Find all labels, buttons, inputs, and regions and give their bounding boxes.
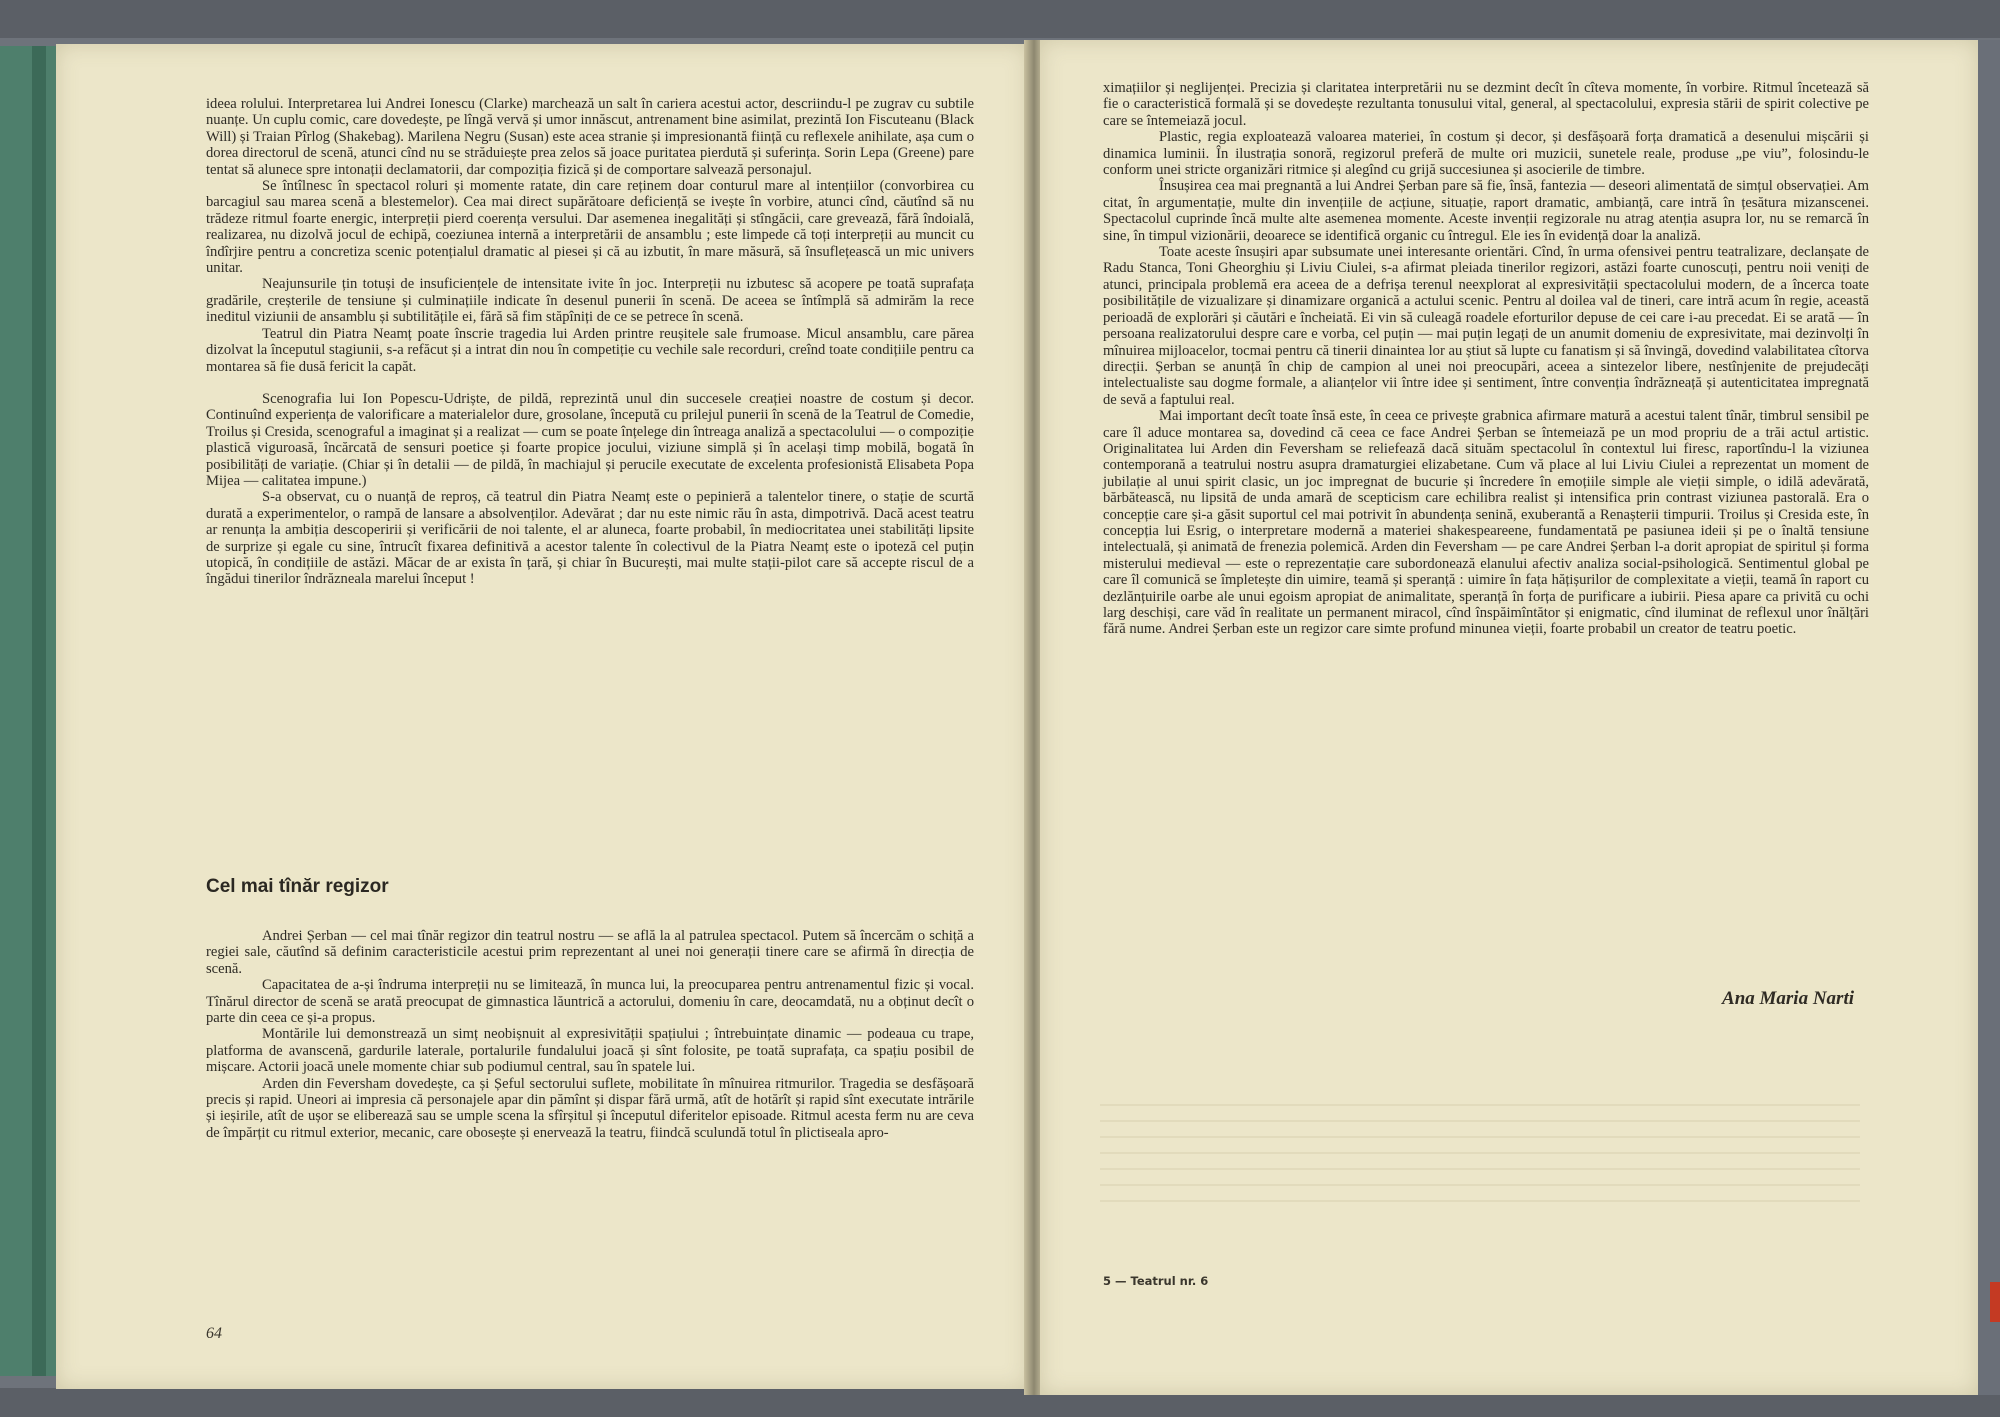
bookmark-tab: [1990, 1282, 2000, 1322]
paragraph: Arden din Feversham dovedește, ca și Șeful sectorului suflete, mobilitate în mînuirea ritmurilor. Tragedia se desfășoară precis și rapid. Uneori ai impresia că personajele apar din pămînt și dispar fără urmă, atît de hotărît și rapid sînt executate intrările și ieșirile, atît de ușor se eliberează sau se umple scena la sfîrșitul și începutul diferitelor episoade. Ritmul acesta ferm nu are ceva de împărțit cu ritmul exterior, mecanic, care obosește și enervează la teatru, fiindcă sculundă totul în plictiseala apro-: [206, 1075, 974, 1141]
left-page-body-text: [206, 96, 974, 588]
paragraph: Teatrul din Piatra Neamț poate înscrie tragedia lui Arden printre reușitele sale frumoase. Micul ansamblu, care părea dizolvat la începutul stagiunii, s-a refăcut și a intrat din nou în competiție cu vechile sale recorduri, creînd toate condițiile pentru ca montarea să fie dusă fericit la capăt.: [206, 325, 974, 375]
cover-spine-edge: [32, 46, 46, 1376]
paragraph: Andrei Șerban — cel mai tînăr regizor din teatrul nostru — se află la al patrulea spectacol. Putem să încercăm o schiță a regiei sale, căutînd să definim caracteristicile acestui prim reprezentant al unei noi generații tinere care se afirmă în direcția de scenă.: [206, 928, 974, 977]
cover-spine-green: [0, 46, 58, 1376]
right-page-body-text: [1103, 80, 1869, 638]
paragraph: Capacitatea de a-și îndruma interpreții nu se limitează, în munca lui, la preocuparea pentru antrenamentul fizic și vocal. Tînărul director de scenă se arată preocupat de gimnastica lăuntrică a actorului, domeniu în care, deocamdată, nu a obținut decît o parte din ceea ce și-a propus.: [206, 977, 974, 1027]
paragraph: Neajunsurile țin totuși de insuficiențele de intensitate ivite în joc. Interpreții nu izbutesc să acopere pe toată suprafața gradările, creșterile de tensiune și culminațiile indicate în desenul punerii în scenă. De aceea se întîmplă să admirăm la rece ineditul viziunii de ansamblu și subtilitățile ei, fără să fim stăpîniți de ce se petrece în scenă.: [206, 276, 974, 326]
page-number: 64: [206, 1325, 222, 1342]
paragraph: Însușirea cea mai pregnantă a lui Andrei Șerban pare să fie, însă, fantezia — deseori alimentată de simțul observației. Am citat, în argumentație, multe din invențiile de acțiune, situație, raport dramatic, ambianță, care intră în țesătura mizanscenei. Spectacolul cuprinde încă multe alte asemenea momente. Aceste invenții regizorale nu atrag atenția asupra lor, nu se remarcă în sine, în timpul vizionării, deoarece se identifică organic cu întregul. Ele ies în evidență doar la analiză.: [1103, 178, 1869, 244]
section-body-text: [206, 928, 974, 1141]
paragraph: Scenografia lui Ion Popescu-Udriște, de pildă, reprezintă unul din succesele creației noastre de costum și decor. Continuînd experiența de valorificare a materialelor dure, grosolane, începută cu prilejul punerii în scenă de la Teatrul de Comedie, Troilus și Cresida, scenograful a imaginat și a realizat — cum se poate înțelege din întreaga analiză a spectacolului — o compoziție plastică viguroasă, încărcată de sensuri poetice și foarte propice jocului, viziune simplă și în același timp mobilă, bogată în posibilități de variație. (Chiar și în detalii — de pildă, în machiajul și perucile executate de excelenta profesionistă Elisabeta Popa Mijea — calitatea impune.): [206, 390, 974, 489]
paragraph: Montările lui demonstrează un simț neobișnuit al expresivității spațiului ; întrebuințate dinamic — podeaua cu trape, platforma de avanscenă, gardurile laterale, portalurile fundalului joacă și sînt folosite, pe toată suprafața, ca spațiu posibil de mișcare. Actorii joacă unele momente chiar sub podiumul central, sau în spatele lui.: [206, 1026, 974, 1076]
paragraph: Plastic, regia exploatează valoarea materiei, în costum și decor, și desfășoară forța dramatică a desenului mișcării și dinamica luminii. În ilustrația sonoră, regizorul preferă de multe ori muzicii, sunetele reale, produse „pe viu”, folosindu-le conform unei stricte organizări ritmice și alegînd cu grijă succesiunea și asocierile de timbre.: [1103, 129, 1869, 179]
paragraph: S-a observat, cu o nuanță de reproș, că teatrul din Piatra Neamț este o pepinieră a talentelor tinere, o stație de scurtă durată a experimentelor, o rampă de lansare a absolvenților. Adevărat ; dar nu este nimic rău în asta, dimpotrivă. Dacă acest teatru ar renunța la ambiția descoperirii și verificării de noi talente, el ar aluneca, foarte probabil, în mediocritatea unei stabilități lipsite de surprize și egale cu sine, întrucît fixarea definitivă a acestor talente în colectivul de la Piatra Neamț este o ipoteză cel puțin utopică, în condițiile de astăzi. Măcar de ar exista în țară, și chiar în București, mai multe stații-pilot care să accepte riscul de a îngădui tinerilor îndrăzneala marelui început !: [206, 489, 974, 588]
show-through-shadow: [1870, 60, 1970, 320]
show-through-lines: [1100, 1090, 1860, 1210]
paragraph: Se întîlnesc în spectacol roluri și momente ratate, din care reținem doar conturul mare al intențiilor (convorbirea cu barcagiul sau marea scenă a blestemelor). Cea mai direct supărătoare deficiență se ivește în vorbire, atunci cînd, căutînd să nu trădeze ritmul foarte energic, interpreții pierd coerența versului. Dar asemenea inegalități și stîngăcii, care grevează, fără îndoială, realizarea, nu dizolvă jocul de echipă, coeziunea internă a interpretării de ansamblu ; este limpede că toți interpreții au muncit cu îndîrjire pentru a concretiza scenic potențialul dramatic al piesei și că au izbutit, în mare măsură, să însuflețească un mic univers unitar.: [206, 178, 974, 277]
paragraph: ximațiilor și neglijenței. Precizia și claritatea interpretării nu se dezmint decît în cîteva momente, în vorbire. Ritmul încetează să fie o caracteristică formală și se dovedește rezultanta tonusului vital, general, al spectacolului, expresia stării de spirit colective pe care se întemeiază jocul.: [1103, 80, 1869, 129]
right-page: [1040, 40, 1978, 1395]
paragraph: Mai important decît toate însă este, în ceea ce privește grabnica afirmare matură a acestui talent tînăr, timbrul sensibil pe care îl aduce montarea sa, dovedind că ceea ce face Andrei Șerban se întemeiază pe un mod propriu de a trăi actul artistic. Originalitatea lui Arden din Feversham se reliefează dacă situăm spectacolul în contextul lui firesc, raportîndu-l la viziunea contemporană a teatrului nostru asupra dramaturgiei elizabetane. Cum vă place al lui Liviu Ciulei a reprezentat un moment de jubilație al unui spirit clasic, un joc impregnat de bucurie și încredere în emoțiile simple ale vieții simple, o idilă adevărată, bărbătească, nu lipsită de unda amară de scepticism care echilibra realist și intensifica prin contrast viziunea pastorală. Era o concepție care și-a găsit suportul cel mai potrivit în abundența senină, exuberantă a Renașterii timpurii. Troilus și Cresida este, în concepția lui Esrig, o interpretare modernă a materiei shakespeareene, fundamentată pe pasiunea ideii și pe o înaltă tensiune intelectuală, și animată de frenezia polemică. Arden din Feversham — pe care Andrei Șerban l-a dorit apropiat de spiritul și forma misterului medieval — este o reprezentație care subordonează elanului afectiv analiza social-psihologică. Sentimentul global pe care îl comunică se împletește din uimire, teamă și speranță : uimire în fața hățișurilor de complexitate a vieții, teamă în raport cu dezlănțuirile oarbe ale unui egoism apropiat de animalitate, speranță în forța de purificare a iubirii. Piesa apare ca privită cu ochi larg deschiși, care văd în realitate un permanent miracol, cînd înspăimîntător și enigmatic, cînd iluminat de reflexul unor înălțări fără nume. Andrei Șerban este un regizor care simte profund minunea vieții, foarte probabil un creator de teatru poetic.: [1103, 408, 1869, 638]
paragraph: Toate aceste însușiri apar subsumate unei interesante orientări. Cînd, în urma ofensivei pentru teatralizare, declanșate de Radu Stanca, Toni Gheorghiu și Liviu Ciulei, s-a afirmat pleiada tinerilor regizori, astăzi foarte cunoscuți, pentru noii veniți de atunci, principala problemă era aceea de a defrișa terenul neexplorat al expresivității spectacolului modern, de a încerca toate posibilitățile de vizualizare și dinamizare organică a actului scenic. Pentru al doilea val de tineri, care intră acum în regie, această perioadă de explorări și căutări e încheiată. Ei vin să culeagă roadele eforturilor depuse de cei care i-au precedat. Ei se arată — în persoana realizatorului despre care e vorba, cel puțin — mai puțin legați de un anumit domeniu de expresivitate, mai dezinvolți în mînuirea mijloacelor, tocmai pentru că tinerii dinaintea lor au știut să lupte cu fanatism și să învingă, dovedind valabilitatea cîtorva direcții. Șerban se anunță în chip de campion al unei noi preocupări, aceea a sintezelor libere, nestînjenite de prejudecăți intelectualiste sau dogme formale, a alianțelor vii între idee și sentiment, între convenția îndrăzneață și autenticitatea impregnată de sevă a faptului real.: [1103, 244, 1869, 408]
author-signature: Ana Maria Narti: [1722, 988, 1854, 1009]
left-page: [56, 44, 1028, 1389]
paragraph: ideea rolului. Interpretarea lui Andrei Ionescu (Clarke) marchează un salt în cariera acestui actor, descriindu-l pe zugrav cu subtile nuanțe. Un cuplu comic, care dovedește, pe lîngă vervă și umor innăscut, antrenament bine asimilat, prezintă Ion Fiscuteanu (Black Will) și Traian Pîrlog (Shakebag). Marilena Negru (Susan) este acea stranie și impresionantă ființă cu reflexele anihilate, așa cum o dorea directorul de scenă, atunci cînd nu se străduiește prea zelos să joace puritatea pierdută și suferința. Sorin Lepa (Greene) pare tentat să alunece spre intonații declamatorii, dar compoziția fizică și de comportare salvează personajul.: [206, 96, 974, 178]
book-right-edge: [1978, 40, 2000, 1395]
page-footer: 5 — Teatrul nr. 6: [1103, 1274, 1209, 1288]
section-heading: Cel mai tînăr regizor: [206, 876, 389, 897]
